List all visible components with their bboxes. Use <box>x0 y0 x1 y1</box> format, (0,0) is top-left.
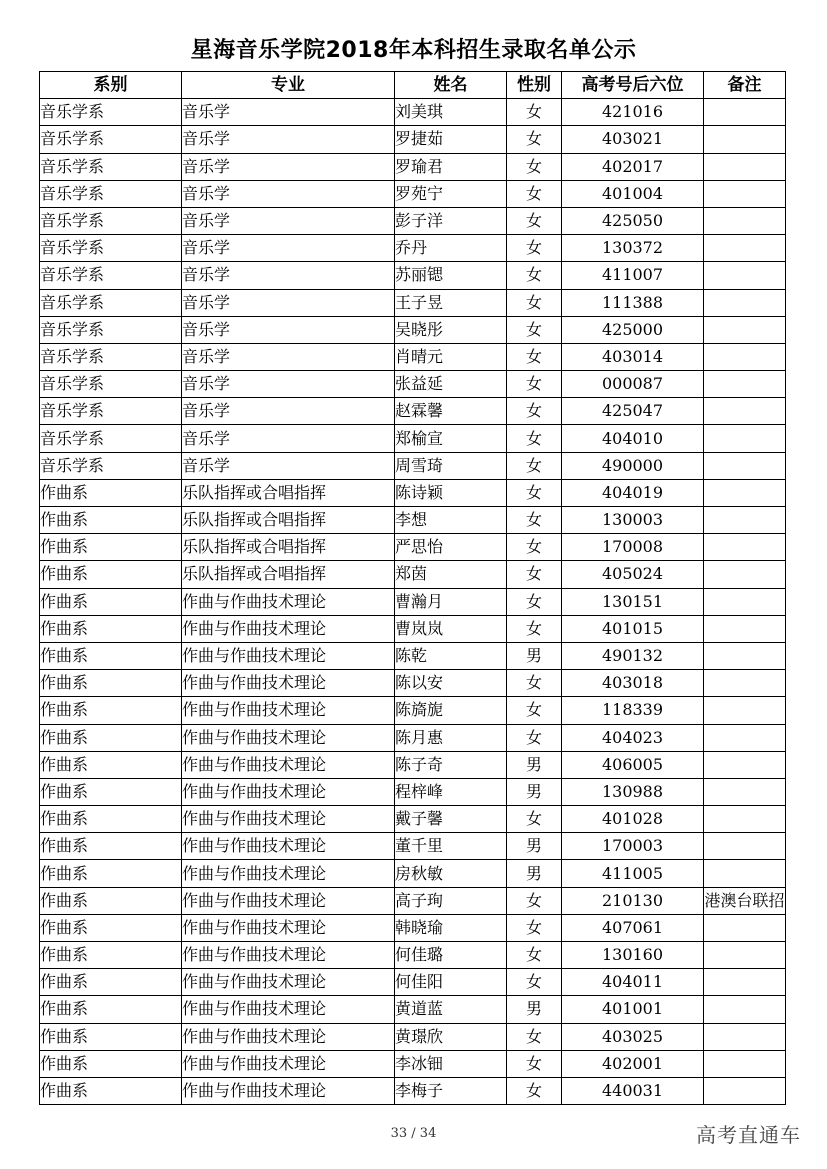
table-row <box>40 1077 786 1104</box>
cell-exam-number: 402017 <box>562 153 704 180</box>
table-row <box>40 153 786 180</box>
cell-name: 李冰钿 <box>395 1050 507 1077</box>
cell-remark: 港澳台联招 <box>704 887 786 914</box>
cell-remark <box>704 452 786 479</box>
cell-gender: 女 <box>507 1077 562 1104</box>
table-row <box>40 289 786 316</box>
cell-exam-number: 425050 <box>562 207 704 234</box>
cell-name: 黄璟欣 <box>395 1023 507 1050</box>
cell-department: 作曲系 <box>40 642 182 669</box>
cell-exam-number: 403014 <box>562 343 704 370</box>
page-number: 33 / 34 <box>390 1126 437 1141</box>
cell-department: 作曲系 <box>40 914 182 941</box>
cell-gender: 女 <box>507 153 562 180</box>
cell-gender: 女 <box>507 507 562 534</box>
cell-name: 程梓峰 <box>395 778 507 805</box>
table-row <box>40 534 786 561</box>
cell-remark <box>704 316 786 343</box>
cell-name: 陈诗颖 <box>395 479 507 506</box>
cell-department: 作曲系 <box>40 996 182 1023</box>
cell-department: 作曲系 <box>40 507 182 534</box>
cell-major: 音乐学 <box>182 371 395 398</box>
cell-major: 作曲与作曲技术理论 <box>182 642 395 669</box>
cell-major: 作曲与作曲技术理论 <box>182 806 395 833</box>
table-row <box>40 262 786 289</box>
cell-name: 何佳璐 <box>395 942 507 969</box>
cell-gender: 男 <box>507 996 562 1023</box>
table-row <box>40 969 786 996</box>
cell-name: 乔丹 <box>395 235 507 262</box>
cell-department: 作曲系 <box>40 778 182 805</box>
cell-major: 音乐学 <box>182 153 395 180</box>
cell-major: 作曲与作曲技术理论 <box>182 615 395 642</box>
table-row <box>40 371 786 398</box>
table-header-row <box>40 72 786 99</box>
cell-name: 罗苑宁 <box>395 180 507 207</box>
cell-remark <box>704 724 786 751</box>
cell-department: 作曲系 <box>40 860 182 887</box>
cell-exam-number: 421016 <box>562 99 704 126</box>
table-row <box>40 207 786 234</box>
cell-gender: 女 <box>507 670 562 697</box>
cell-remark <box>704 697 786 724</box>
table-row <box>40 126 786 153</box>
cell-gender: 男 <box>507 642 562 669</box>
cell-exam-number: 401028 <box>562 806 704 833</box>
table-row <box>40 561 786 588</box>
cell-remark <box>704 262 786 289</box>
cell-remark <box>704 588 786 615</box>
cell-major: 作曲与作曲技术理论 <box>182 670 395 697</box>
table-row <box>40 806 786 833</box>
table-row <box>40 1023 786 1050</box>
cell-remark <box>704 534 786 561</box>
cell-name: 董千里 <box>395 833 507 860</box>
table-row <box>40 425 786 452</box>
cell-gender: 女 <box>507 969 562 996</box>
cell-remark <box>704 670 786 697</box>
cell-remark <box>704 642 786 669</box>
cell-name: 苏丽锶 <box>395 262 507 289</box>
cell-remark <box>704 914 786 941</box>
cell-remark <box>704 1077 786 1104</box>
table-row <box>40 316 786 343</box>
cell-remark <box>704 235 786 262</box>
cell-exam-number: 403021 <box>562 126 704 153</box>
cell-remark <box>704 289 786 316</box>
cell-gender: 男 <box>507 751 562 778</box>
cell-gender: 女 <box>507 398 562 425</box>
cell-remark <box>704 561 786 588</box>
cell-remark <box>704 507 786 534</box>
cell-major: 音乐学 <box>182 425 395 452</box>
cell-exam-number: 401015 <box>562 615 704 642</box>
cell-remark <box>704 751 786 778</box>
cell-department: 作曲系 <box>40 1023 182 1050</box>
cell-major: 音乐学 <box>182 99 395 126</box>
cell-exam-number: 130151 <box>562 588 704 615</box>
cell-department: 音乐学系 <box>40 99 182 126</box>
cell-department: 音乐学系 <box>40 425 182 452</box>
header-gender: 性别 <box>507 72 562 99</box>
cell-gender: 女 <box>507 99 562 126</box>
table-row <box>40 615 786 642</box>
cell-name: 曹岚岚 <box>395 615 507 642</box>
cell-remark <box>704 942 786 969</box>
cell-exam-number: 118339 <box>562 697 704 724</box>
cell-name: 陈乾 <box>395 642 507 669</box>
table-row <box>40 996 786 1023</box>
watermark: 高考直通车 <box>696 1123 801 1147</box>
cell-remark <box>704 343 786 370</box>
cell-gender: 女 <box>507 724 562 751</box>
cell-department: 音乐学系 <box>40 180 182 207</box>
table-row <box>40 833 786 860</box>
cell-name: 郑茵 <box>395 561 507 588</box>
cell-remark <box>704 1050 786 1077</box>
cell-major: 作曲与作曲技术理论 <box>182 942 395 969</box>
cell-major: 作曲与作曲技术理论 <box>182 887 395 914</box>
cell-name: 罗瑜君 <box>395 153 507 180</box>
cell-major: 作曲与作曲技术理论 <box>182 724 395 751</box>
cell-major: 音乐学 <box>182 289 395 316</box>
cell-remark <box>704 398 786 425</box>
table-row <box>40 642 786 669</box>
cell-exam-number: 170008 <box>562 534 704 561</box>
table-row <box>40 452 786 479</box>
cell-major: 音乐学 <box>182 398 395 425</box>
cell-department: 作曲系 <box>40 479 182 506</box>
cell-exam-number: 411005 <box>562 860 704 887</box>
cell-name: 赵霖馨 <box>395 398 507 425</box>
cell-department: 作曲系 <box>40 969 182 996</box>
header-department: 系别 <box>40 72 182 99</box>
cell-remark <box>704 778 786 805</box>
table-row <box>40 751 786 778</box>
cell-remark <box>704 425 786 452</box>
cell-gender: 女 <box>507 561 562 588</box>
admission-table <box>39 71 786 1105</box>
table-row <box>40 724 786 751</box>
table-row <box>40 914 786 941</box>
cell-name: 严思怡 <box>395 534 507 561</box>
cell-exam-number: 490132 <box>562 642 704 669</box>
cell-remark <box>704 99 786 126</box>
cell-department: 音乐学系 <box>40 289 182 316</box>
cell-exam-number: 401004 <box>562 180 704 207</box>
cell-exam-number: 000087 <box>562 371 704 398</box>
cell-major: 音乐学 <box>182 452 395 479</box>
cell-name: 房秋敏 <box>395 860 507 887</box>
cell-name: 罗捷茹 <box>395 126 507 153</box>
cell-major: 音乐学 <box>182 343 395 370</box>
cell-name: 曹瀚月 <box>395 588 507 615</box>
cell-department: 作曲系 <box>40 588 182 615</box>
cell-exam-number: 490000 <box>562 452 704 479</box>
cell-name: 何佳阳 <box>395 969 507 996</box>
cell-gender: 女 <box>507 479 562 506</box>
cell-department: 音乐学系 <box>40 316 182 343</box>
cell-gender: 女 <box>507 371 562 398</box>
cell-department: 作曲系 <box>40 561 182 588</box>
cell-remark <box>704 969 786 996</box>
cell-exam-number: 130160 <box>562 942 704 969</box>
cell-major: 作曲与作曲技术理论 <box>182 969 395 996</box>
cell-name: 吴晓彤 <box>395 316 507 343</box>
cell-department: 作曲系 <box>40 615 182 642</box>
cell-exam-number: 130003 <box>562 507 704 534</box>
cell-exam-number: 404023 <box>562 724 704 751</box>
cell-remark <box>704 1023 786 1050</box>
cell-gender: 女 <box>507 126 562 153</box>
cell-name: 彭子洋 <box>395 207 507 234</box>
cell-major: 作曲与作曲技术理论 <box>182 1050 395 1077</box>
cell-name: 韩晓瑜 <box>395 914 507 941</box>
cell-exam-number: 402001 <box>562 1050 704 1077</box>
cell-exam-number: 403025 <box>562 1023 704 1050</box>
cell-major: 作曲与作曲技术理论 <box>182 1077 395 1104</box>
cell-department: 作曲系 <box>40 1077 182 1104</box>
cell-exam-number: 130988 <box>562 778 704 805</box>
cell-major: 音乐学 <box>182 180 395 207</box>
cell-major: 作曲与作曲技术理论 <box>182 697 395 724</box>
cell-gender: 女 <box>507 942 562 969</box>
table-row <box>40 398 786 425</box>
table-row <box>40 887 786 914</box>
cell-remark <box>704 126 786 153</box>
table-row <box>40 99 786 126</box>
cell-gender: 女 <box>507 316 562 343</box>
cell-major: 音乐学 <box>182 126 395 153</box>
cell-exam-number: 170003 <box>562 833 704 860</box>
cell-remark <box>704 860 786 887</box>
cell-department: 音乐学系 <box>40 235 182 262</box>
cell-department: 音乐学系 <box>40 398 182 425</box>
cell-gender: 男 <box>507 860 562 887</box>
cell-exam-number: 406005 <box>562 751 704 778</box>
cell-major: 作曲与作曲技术理论 <box>182 778 395 805</box>
cell-name: 李梅子 <box>395 1077 507 1104</box>
cell-remark <box>704 153 786 180</box>
cell-department: 作曲系 <box>40 887 182 914</box>
cell-name: 陈以安 <box>395 670 507 697</box>
cell-major: 乐队指挥或合唱指挥 <box>182 479 395 506</box>
cell-department: 作曲系 <box>40 942 182 969</box>
cell-name: 陈月惠 <box>395 724 507 751</box>
cell-gender: 女 <box>507 343 562 370</box>
cell-gender: 女 <box>507 615 562 642</box>
cell-exam-number: 404010 <box>562 425 704 452</box>
cell-exam-number: 407061 <box>562 914 704 941</box>
table-row <box>40 860 786 887</box>
cell-gender: 女 <box>507 697 562 724</box>
cell-gender: 女 <box>507 887 562 914</box>
header-major: 专业 <box>182 72 395 99</box>
cell-gender: 女 <box>507 180 562 207</box>
table-row <box>40 1050 786 1077</box>
cell-major: 乐队指挥或合唱指挥 <box>182 561 395 588</box>
cell-major: 音乐学 <box>182 235 395 262</box>
cell-name: 黄道蓝 <box>395 996 507 1023</box>
cell-department: 作曲系 <box>40 833 182 860</box>
cell-exam-number: 111388 <box>562 289 704 316</box>
cell-gender: 女 <box>507 289 562 316</box>
cell-name: 高子珣 <box>395 887 507 914</box>
cell-name: 张益延 <box>395 371 507 398</box>
table-row <box>40 942 786 969</box>
cell-gender: 女 <box>507 914 562 941</box>
cell-major: 音乐学 <box>182 207 395 234</box>
cell-name: 刘美琪 <box>395 99 507 126</box>
cell-gender: 男 <box>507 833 562 860</box>
cell-exam-number: 425000 <box>562 316 704 343</box>
cell-remark <box>704 371 786 398</box>
cell-gender: 女 <box>507 452 562 479</box>
cell-gender: 女 <box>507 588 562 615</box>
cell-exam-number: 130372 <box>562 235 704 262</box>
header-name: 姓名 <box>395 72 507 99</box>
cell-exam-number: 210130 <box>562 887 704 914</box>
cell-gender: 女 <box>507 235 562 262</box>
cell-exam-number: 403018 <box>562 670 704 697</box>
cell-department: 作曲系 <box>40 534 182 561</box>
cell-name: 陈旖旎 <box>395 697 507 724</box>
table-row <box>40 235 786 262</box>
cell-department: 音乐学系 <box>40 207 182 234</box>
cell-department: 音乐学系 <box>40 452 182 479</box>
table-row <box>40 588 786 615</box>
header-exam-number: 高考号后六位 <box>562 72 704 99</box>
cell-name: 王子昱 <box>395 289 507 316</box>
cell-department: 作曲系 <box>40 670 182 697</box>
cell-department: 作曲系 <box>40 751 182 778</box>
cell-name: 陈子奇 <box>395 751 507 778</box>
cell-exam-number: 405024 <box>562 561 704 588</box>
cell-department: 作曲系 <box>40 724 182 751</box>
table-row <box>40 697 786 724</box>
cell-exam-number: 404011 <box>562 969 704 996</box>
table-row <box>40 670 786 697</box>
cell-department: 作曲系 <box>40 697 182 724</box>
cell-major: 作曲与作曲技术理论 <box>182 588 395 615</box>
cell-department: 作曲系 <box>40 1050 182 1077</box>
cell-department: 音乐学系 <box>40 153 182 180</box>
cell-name: 肖晴元 <box>395 343 507 370</box>
cell-department: 音乐学系 <box>40 343 182 370</box>
cell-gender: 女 <box>507 262 562 289</box>
cell-major: 作曲与作曲技术理论 <box>182 1023 395 1050</box>
cell-name: 周雪琦 <box>395 452 507 479</box>
cell-gender: 女 <box>507 1023 562 1050</box>
cell-department: 音乐学系 <box>40 126 182 153</box>
cell-remark <box>704 180 786 207</box>
table-body <box>40 99 786 1105</box>
cell-department: 音乐学系 <box>40 262 182 289</box>
table-row <box>40 507 786 534</box>
cell-exam-number: 404019 <box>562 479 704 506</box>
cell-name: 戴子馨 <box>395 806 507 833</box>
cell-exam-number: 425047 <box>562 398 704 425</box>
cell-exam-number: 440031 <box>562 1077 704 1104</box>
cell-major: 音乐学 <box>182 316 395 343</box>
table-row <box>40 479 786 506</box>
cell-department: 音乐学系 <box>40 371 182 398</box>
cell-major: 作曲与作曲技术理论 <box>182 914 395 941</box>
cell-name: 郑榆宣 <box>395 425 507 452</box>
cell-major: 作曲与作曲技术理论 <box>182 751 395 778</box>
table-row <box>40 180 786 207</box>
cell-gender: 男 <box>507 778 562 805</box>
cell-gender: 女 <box>507 425 562 452</box>
cell-major: 乐队指挥或合唱指挥 <box>182 507 395 534</box>
table-row <box>40 778 786 805</box>
header-remark: 备注 <box>704 72 786 99</box>
cell-remark <box>704 833 786 860</box>
cell-department: 作曲系 <box>40 806 182 833</box>
cell-major: 作曲与作曲技术理论 <box>182 860 395 887</box>
cell-major: 音乐学 <box>182 262 395 289</box>
cell-remark <box>704 479 786 506</box>
cell-major: 作曲与作曲技术理论 <box>182 996 395 1023</box>
cell-gender: 女 <box>507 1050 562 1077</box>
cell-gender: 女 <box>507 806 562 833</box>
cell-remark <box>704 996 786 1023</box>
cell-gender: 女 <box>507 207 562 234</box>
cell-remark <box>704 806 786 833</box>
cell-remark <box>704 615 786 642</box>
cell-name: 李想 <box>395 507 507 534</box>
cell-remark <box>704 207 786 234</box>
table-row <box>40 343 786 370</box>
cell-major: 乐队指挥或合唱指挥 <box>182 534 395 561</box>
cell-major: 作曲与作曲技术理论 <box>182 833 395 860</box>
cell-gender: 女 <box>507 534 562 561</box>
document-title: 星海音乐学院2018年本科招生录取名单公示 <box>190 38 637 63</box>
cell-exam-number: 411007 <box>562 262 704 289</box>
cell-exam-number: 401001 <box>562 996 704 1023</box>
